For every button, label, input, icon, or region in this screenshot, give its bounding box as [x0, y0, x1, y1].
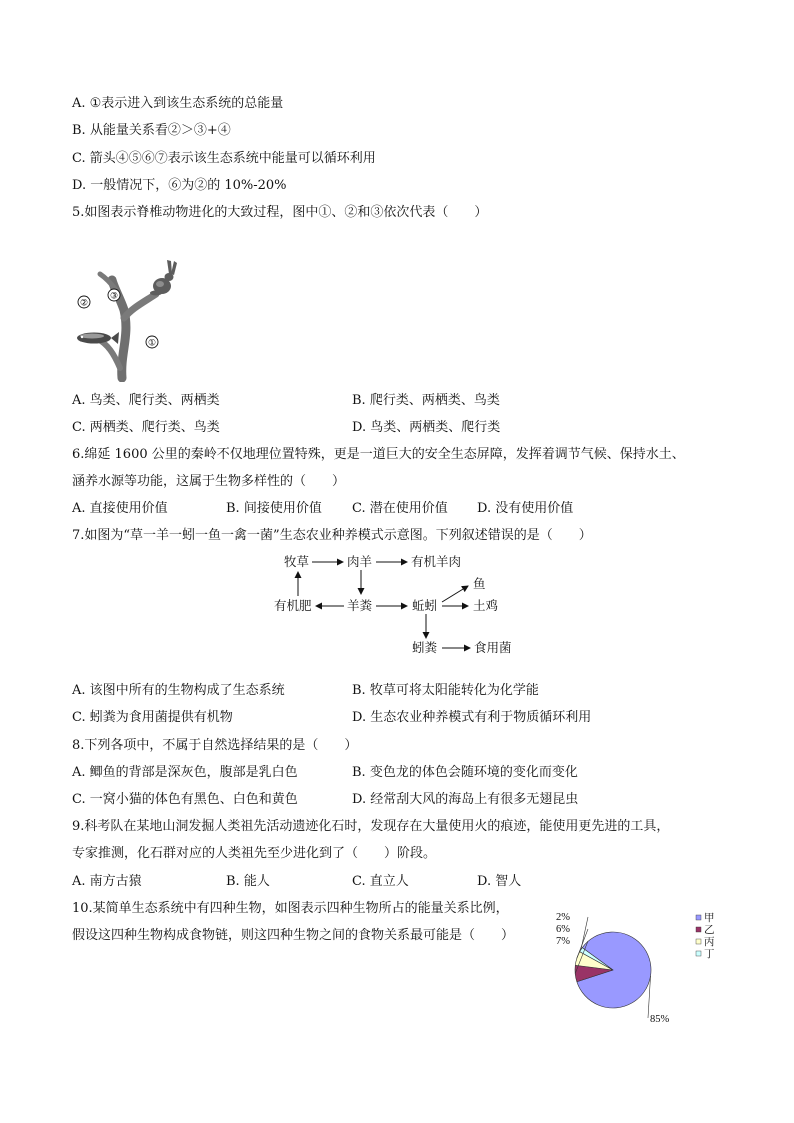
node-fertilizer: 有机肥 [274, 598, 312, 613]
q6-option-b: B. 间接使用价值 [226, 501, 322, 516]
legend-label-3: 丙 [704, 937, 715, 948]
q8-option-c: C. 一窝小猫的体色有黑色、白色和黄色 [72, 792, 298, 807]
q4-option-d: D. 一般情况下，⑥为②的 10%-20% [72, 178, 287, 193]
label-circle-3 [108, 289, 120, 302]
q9-stem-line1: 9.科考队在某地山洞发掘人类祖先活动遗迹化石时，发现存在大量使用火的痕迹，能使用更先进的工具， [72, 819, 670, 834]
arrow-worm-fish [442, 586, 468, 602]
legend-swatch-4 [696, 951, 701, 956]
q8-option-a: A. 鲫鱼的背部是深灰色，腹部是乳白色 [72, 765, 298, 780]
q4-option-a: A. ①表示进入到该生态系统的总能量 [72, 96, 284, 111]
q8-stem: 8.下列各项中，不属于自然选择结果的是（ ） [72, 738, 358, 753]
q9-stem-line2: 专家推测，化石群对应的人类祖先至少进化到了（ ）阶段。 [72, 846, 437, 861]
q5-option-a: A. 鸟类、爬行类、两栖类 [72, 393, 220, 408]
q10-stem-line1: 10.某简单生态系统中有四种生物，如图表示四种生物所占的能量关系比例， [72, 901, 509, 916]
q4-option-c: C. 箭头④⑤⑥⑦表示该生态系统中能量可以循环利用 [72, 151, 376, 166]
node-sheep: 肉羊 [347, 554, 373, 569]
svg-text:②: ② [79, 298, 89, 309]
legend-label-1: 甲 [704, 913, 715, 924]
data-label-6pct: 6% [556, 924, 570, 935]
q10-stem-line2: 假设这四种生物构成食物链，则这四种生物之间的食物关系最可能是（ ） [72, 928, 515, 943]
svg-text:③: ③ [109, 291, 119, 302]
legend-swatch-1 [696, 915, 701, 920]
data-label-2pct: 2% [556, 912, 570, 923]
vertebrate-evolution-tree-figure [70, 258, 190, 382]
data-label-85pct: 85% [650, 1014, 670, 1025]
energy-pie-chart [548, 902, 728, 1032]
q7-option-a: A. 该图中所有的生物构成了生态系统 [72, 683, 285, 698]
q6-stem-line2: 涵养水源等功能，这属于生物多样性的（ ） [72, 474, 346, 489]
q5-option-b: B. 爬行类、两栖类、鸟类 [352, 393, 500, 408]
node-worm: 蚯蚓 [412, 598, 438, 613]
q6-stem-line1: 6.绵延 1600 公里的秦岭不仅地理位置特殊，更是一道巨大的安全生态屏障，发挥着调节气候、保持水土、 [72, 447, 685, 462]
node-castings: 蚓粪 [412, 640, 438, 655]
q5-stem: 5.如图表示脊椎动物进化的大致过程，图中①、②和③依次代表（ ） [72, 205, 488, 220]
q7-option-c: C. 蚓粪为食用菌提供有机物 [72, 710, 233, 725]
node-fungi: 食用菌 [474, 640, 512, 655]
fish-icon [77, 332, 119, 344]
q6-option-d: D. 没有使用价值 [477, 501, 574, 516]
legend-label-2: 乙 [704, 925, 715, 936]
node-mutton: 有机羊肉 [411, 554, 462, 569]
q7-option-b: B. 牧草可将太阳能转化为化学能 [352, 683, 539, 698]
q8-option-b: B. 变色龙的体色会随环境的变化而变化 [352, 765, 578, 780]
q7-option-d: D. 生态农业种养模式有利于物质循环利用 [352, 710, 592, 725]
q6-option-a: A. 直接使用价值 [72, 501, 168, 516]
legend-label-4: 丁 [704, 949, 715, 960]
q9-option-b: B. 能人 [226, 874, 270, 889]
node-chicken: 土鸡 [473, 598, 499, 613]
q9-option-c: C. 直立人 [352, 874, 409, 889]
legend-swatch-3 [696, 939, 701, 944]
q8-option-d: D. 经常刮大风的海岛上有很多无翅昆虫 [352, 792, 579, 807]
pie-slices [575, 932, 651, 1008]
node-dung: 羊粪 [347, 598, 373, 613]
q5-option-c: C. 两栖类、爬行类、鸟类 [72, 420, 220, 435]
q5-option-d: D. 鸟类、两栖类、爬行类 [352, 420, 501, 435]
label-circle-2 [78, 296, 90, 309]
legend-swatch-2 [696, 927, 701, 932]
pie-legend [696, 912, 715, 960]
data-label-7pct: 7% [556, 936, 570, 947]
q6-option-c: C. 潜在使用价值 [352, 501, 448, 516]
tree-branch-rabbit [124, 294, 156, 318]
q9-option-a: A. 南方古猿 [72, 874, 142, 889]
rabbit-icon [150, 260, 177, 296]
q4-option-b: B. 从能量关系看②＞③+④ [72, 123, 231, 138]
svg-text:①: ① [147, 338, 157, 349]
q9-option-d: D. 智人 [477, 874, 522, 889]
q7-stem: 7.如图为“草一羊一蚓一鱼一禽一菌”生态农业种养模式示意图。下列叙述错误的是（ ） [72, 528, 592, 543]
label-circle-1 [146, 336, 158, 349]
node-grass: 牧草 [284, 554, 310, 569]
node-fish: 鱼 [473, 576, 486, 591]
eco-farming-flow-diagram [266, 548, 536, 660]
